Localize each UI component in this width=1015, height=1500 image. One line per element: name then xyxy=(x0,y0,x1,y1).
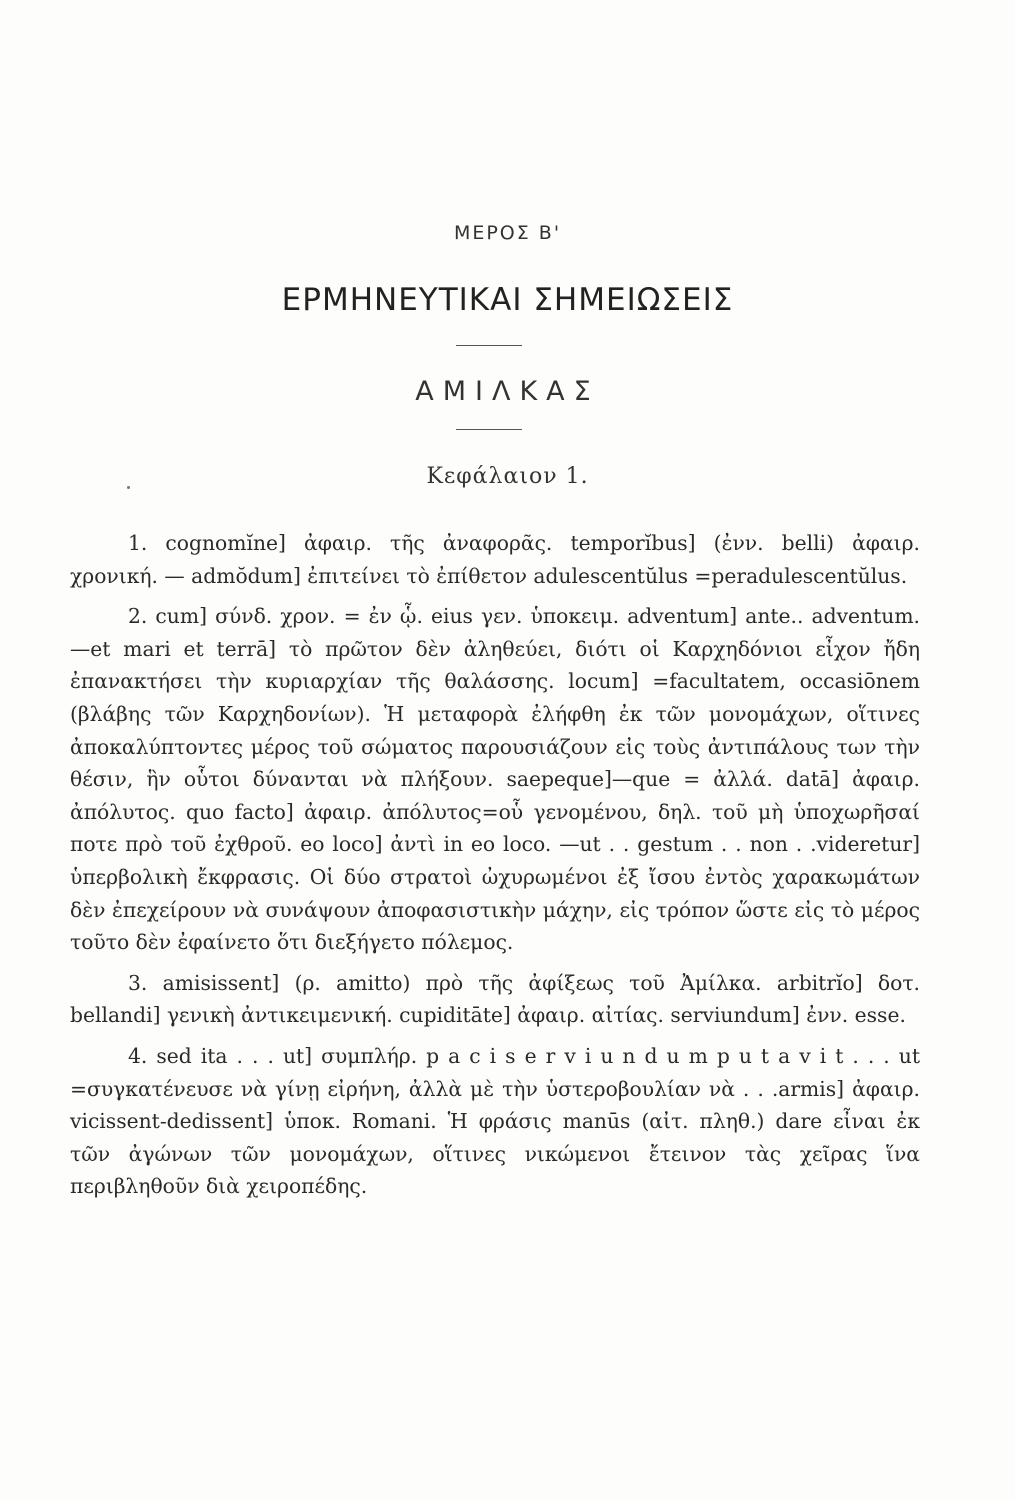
chapter-heading: Κεφάλαιον 1. xyxy=(426,464,589,489)
note-text: 1. cognomĭne] ἀφαιρ. τῆς ἀναφορᾶς. temporĭbus] (ἐνν. belli) ἀφαιρ. χρονική. — admŏdum] ἐπιτείνει τὸ ἐπίθετον adulescentŭlus =peradulescentŭlus. xyxy=(70,531,920,588)
notes-body xyxy=(70,527,920,1211)
note-paragraph xyxy=(70,1040,920,1203)
note-paragraph xyxy=(70,967,920,1032)
part-heading: ΜΕΡΟΣ Β' xyxy=(453,222,562,244)
note-text: 3. amisissent] (ρ. amitto) πρὸ τῆς ἀφίξεως τοῦ Ἀμίλκα. arbitrĭo] δοτ. bellandi] γενικὴ ἀντικειμενική. cupiditāte] ἀφαιρ. αἰτίας. serviundum] ἐνν. esse. xyxy=(70,970,920,1028)
stray-dot xyxy=(127,486,130,489)
note-text: 2. cum] σύνδ. χρον. = ἐν ᾧ. eius γεν. ὑποκειμ. adventum] ante.. adventum.—et mari et terrā] τὸ πρῶτον δὲν ἀληθεύει, διότι οἱ Καρχηδόνιοι εἶχον ἤδη ἐπανακτήσει τὴν κυριαρχίαν τῆς θαλάσσης. locum] =facultatem, occasiōnem (βλάβης τῶν Καρχηδονίων). Ἡ μεταφορὰ ἐλήφθη ἐκ τῶν μονομάχων, οἵτινες ἀποκαλύπτοντες μέρος τοῦ σώματος παρουσιάζουν εἰς τοὺς ἀντιπάλους των τὴν θέσιν, ἣν οὗτοι δύνανται νὰ πλήξουν. saepeque]—que = ἀλλά. datā] ἀφαιρ. ἀπόλυτος. quo facto] ἀφαιρ. ἀπόλυτος=οὗ γενομένου, δηλ. τοῦ μὴ ὑποχωρῆσαί ποτε πρὸ τοῦ ἐχθροῦ. eo loco] ἀντὶ in eo loco. —ut . . gestum . . non . .videretur] ὑπερβολικὴ ἔκφρασις. Οἱ δύο στρατοὶ ὠχυρωμένοι ἐξ ἴσου ἐντὸς χαρακωμάτων δὲν ἐπεχείρουν νὰ συνάψουν ἀποφασιστικὴν μάχην, εἰς τρόπον ὥστε εἰς τὸ μέρος τοῦτο δὲν ἐφαίνετο ὅτι διεξήγετο πόλεμος. xyxy=(70,604,920,955)
note-text: 4. sed ita . . . ut] συμπλήρ. p a c i s e r v i u n d u m p u t a v i t . . . ut =συγκατένευσε νὰ γίνῃ εἰρήνη, ἀλλὰ μὲ τὴν ὑστεροβουλίαν νὰ . . .armis] ἀφαιρ. vicissent-dedissent] ὑποκ. Romani. Ἡ φράσις manūs (αἰτ. πληθ.) dare εἶναι ἐκ τῶν ἀγώνων τῶν μονομάχων, οἵτινες νικώμενοι ἔτεινον τὰς χεῖρας ἵνα περιβληθοῦν διὰ χειροπέδης. xyxy=(70,1043,920,1199)
section-title: ΕΡΜΗΝΕΥΤΙΚΑΙ ΣΗΜΕΙΩΣΕΙΣ xyxy=(281,282,734,318)
author-heading: ΑΜΙΛΚΑΣ xyxy=(415,376,600,407)
divider-rule xyxy=(456,429,522,430)
divider-rule xyxy=(456,345,522,346)
note-paragraph xyxy=(70,527,920,592)
note-paragraph xyxy=(70,600,920,959)
